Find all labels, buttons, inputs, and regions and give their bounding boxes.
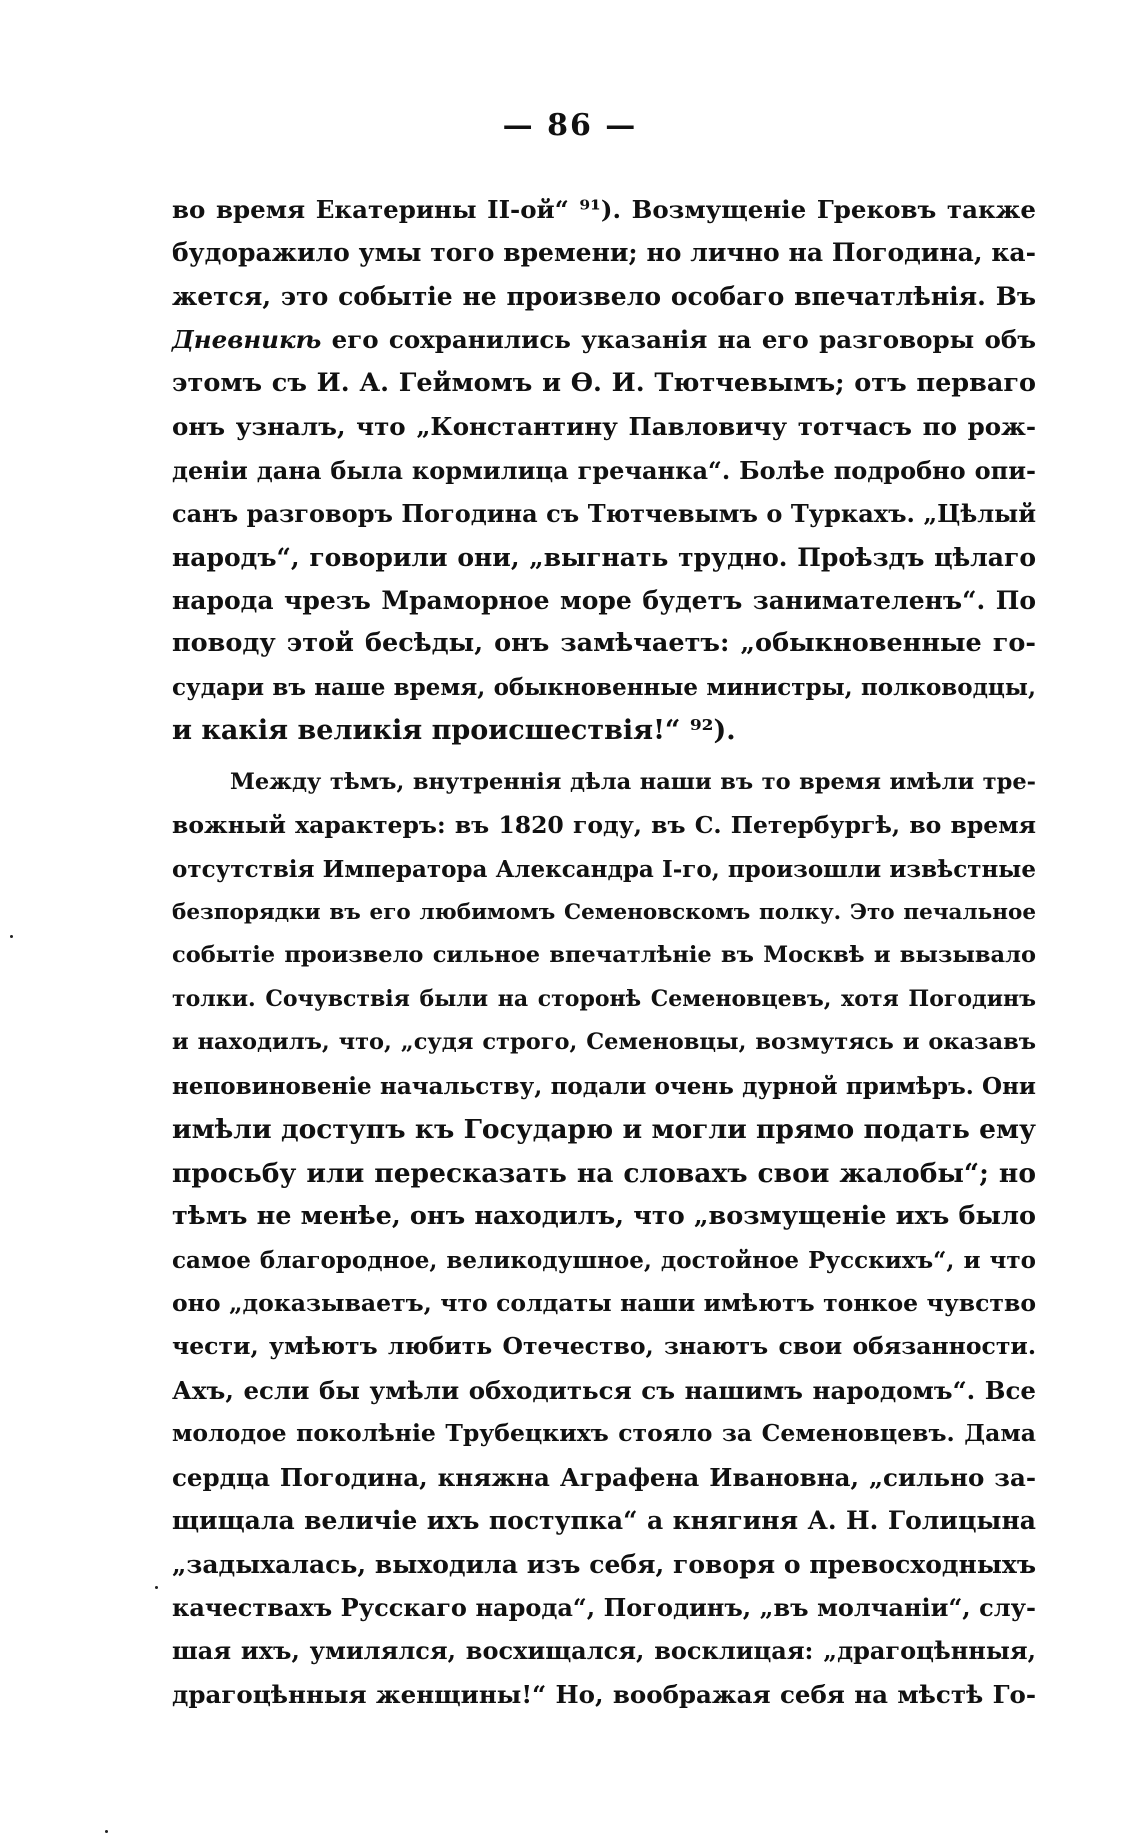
scan-speck	[105, 1830, 108, 1833]
text-line: сердца Погодина, княжна Аграфена Ивановна, „сильно за-	[172, 1462, 1036, 1492]
text-line: самое благородное, великодушное, достойное Русскихъ“, и что	[172, 1246, 1036, 1274]
text-line: Ахъ, если бы умѣли обходиться съ нашимъ народомъ“. Все	[172, 1375, 1036, 1405]
text-line: будоражило умы того времени; но лично на Погодина, ка-	[172, 238, 1036, 268]
text-line-with-italic	[172, 318, 1036, 361]
text-fragment: его сохранились указанія на его разговоры объ	[321, 325, 1036, 355]
text-line: отсутствія Императора Александра I-го, произошли извѣстные	[172, 855, 1036, 883]
text-line: и какія великія происшествія!“ ⁹²).	[172, 715, 736, 747]
text-line: онъ узналъ, что „Константину Павловичу тотчасъ по рож-	[172, 412, 1036, 442]
text-line: санъ разговоръ Погодина съ Тютчевымъ о Туркахъ. „Цѣлый	[172, 499, 1036, 529]
text-line: тѣмъ не менѣе, онъ находилъ, что „возмущеніе ихъ было	[172, 1201, 1036, 1232]
paragraph-1	[172, 188, 1036, 753]
text-line: качествахъ Русскаго народа“, Погодинъ, „въ молчаніи“, слу-	[172, 1593, 1036, 1622]
text-line: „задыхалась, выходила изъ себя, говоря о превосходныхъ	[172, 1549, 1036, 1579]
page-number: — 86 —	[502, 108, 638, 143]
text-line: во время Екатерины II-ой“ ⁹¹). Возмущеніе Грековъ также	[172, 195, 1036, 224]
scan-speck	[10, 935, 13, 938]
text-line: Между тѣмъ, внутреннія дѣла наши въ то время имѣли тре-	[230, 768, 1036, 795]
text-line: безпорядки въ его любимомъ Семеновскомъ полку. Это печальное	[172, 900, 1036, 925]
text-line: народа чрезъ Мраморное море будетъ занимателенъ“. По	[172, 585, 1036, 615]
text-line: просьбу или пересказать на словахъ свои жалобы“; но	[172, 1157, 1036, 1189]
text-line: толки. Сочувствія были на сторонѣ Семеновцевъ, хотя Погодинъ	[172, 985, 1036, 1012]
text-line: молодое поколѣніе Трубецкихъ стояло за Семеновцевъ. Дама	[172, 1419, 1036, 1448]
text-line: чести, умѣютъ любить Отечество, знаютъ свои обязанности.	[172, 1332, 1036, 1361]
text-line: неповиновеніе начальству, подали очень дурной примѣръ. Они	[172, 1072, 1036, 1100]
text-line: шая ихъ, умилялся, восхищался, восклицая: „драгоцѣнныя,	[172, 1636, 1036, 1666]
text-line: имѣли доступъ къ Государю и могли прямо подать ему	[172, 1114, 1036, 1146]
scan-speck	[155, 1586, 158, 1589]
text-line: деніи дана была кормилица гречанка“. Болѣе подробно опи-	[172, 455, 1036, 485]
text-line: щищала величіе ихъ поступка“ а княгиня А. Н. Голицына	[172, 1506, 1036, 1536]
body-text	[172, 188, 1036, 1716]
text-line: оно „доказываетъ, что солдаты наши имѣютъ тонкое чувство	[172, 1288, 1036, 1317]
text-line: и находилъ, что, „судя строго, Семеновцы, возмутясь и оказавъ	[172, 1029, 1036, 1056]
paragraph-2	[172, 761, 1036, 1717]
text-line: этомъ съ И. А. Геймомъ и Ѳ. И. Тютчевымъ; отъ перваго	[172, 367, 1036, 398]
italic-word: Дневникѣ	[172, 325, 322, 355]
text-line: поводу этой бесѣды, онъ замѣчаетъ: „обыкновенные го-	[172, 628, 1036, 659]
text-line: жется, это событіе не произвело особаго впечатлѣнія. Въ	[172, 281, 1036, 311]
text-line: вожный характеръ: въ 1820 году, въ С. Петербургѣ, во время	[172, 811, 1036, 840]
text-line: судари въ наше время, обыкновенные министры, полководцы,	[172, 673, 1036, 701]
text-line: народъ“, говорили они, „выгнать трудно. Проѣздъ цѣлаго	[172, 542, 1036, 572]
text-line: драгоцѣнныя женщины!“ Но, воображая себя на мѣстѣ Го-	[172, 1679, 1036, 1709]
text-line: событіе произвело сильное впечатлѣніе въ Москвѣ и вызывало	[172, 942, 1036, 969]
